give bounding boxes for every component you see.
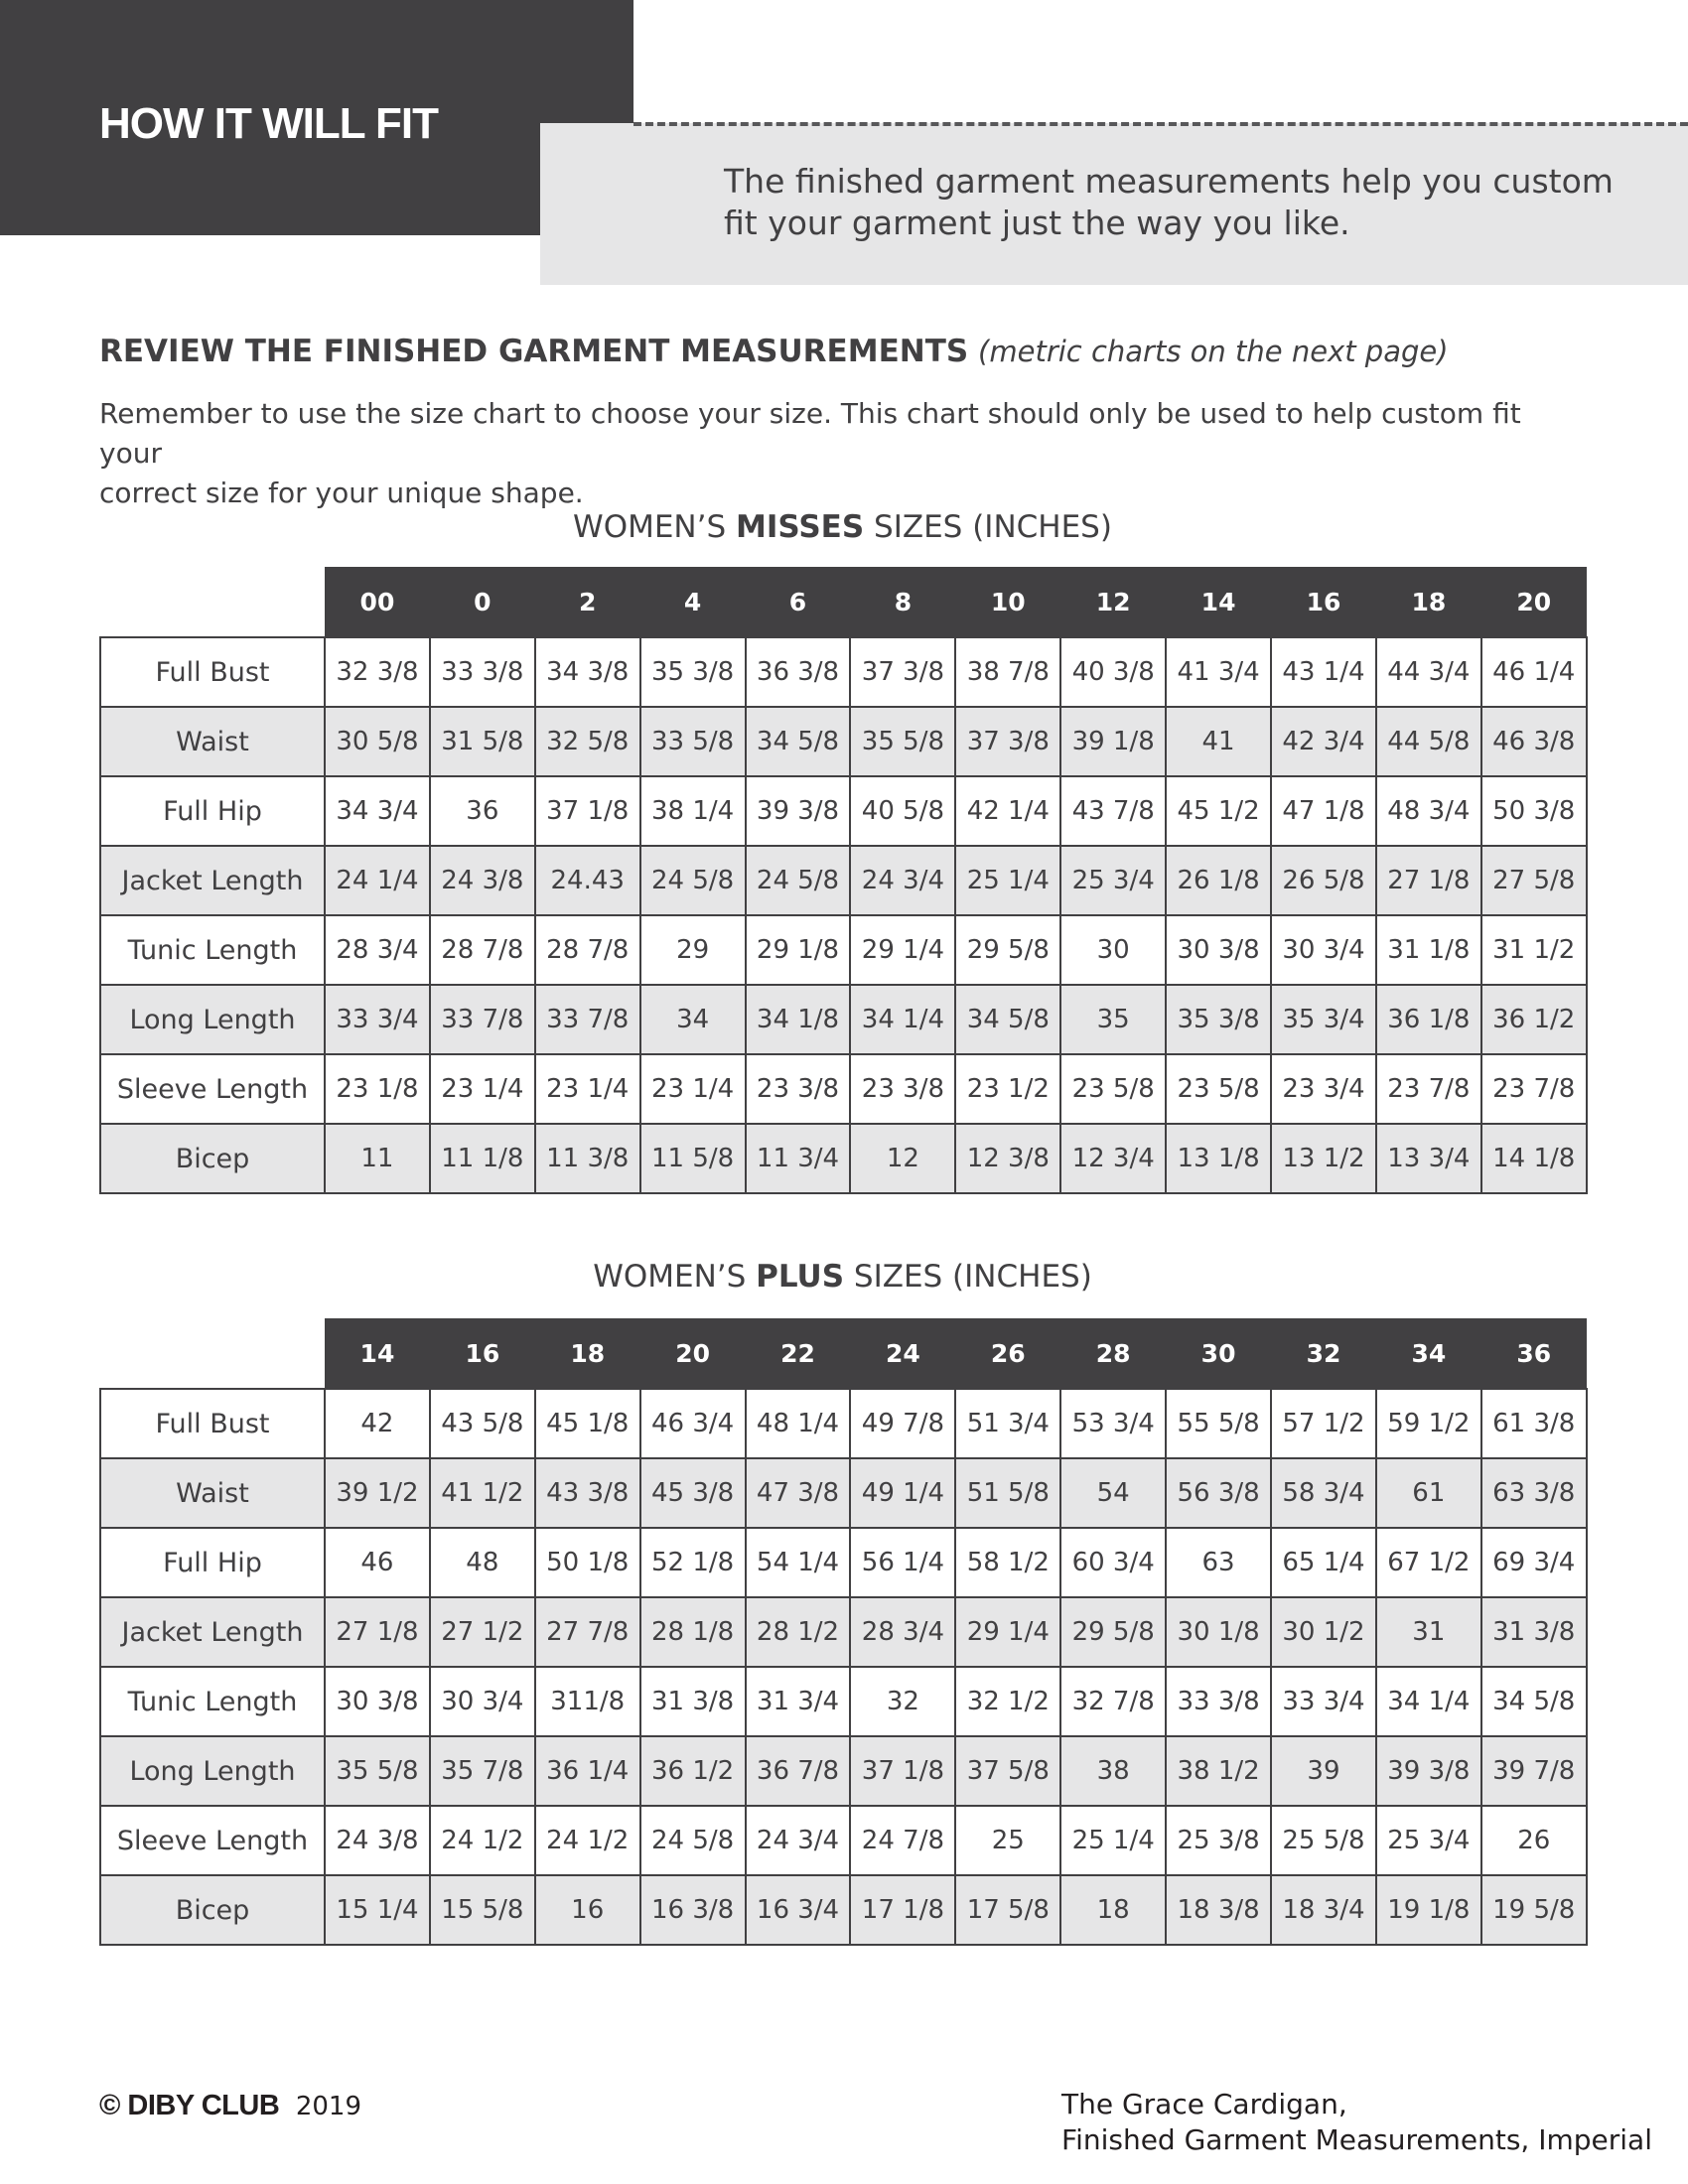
measurement-value: 36 1/2 [640, 1736, 746, 1806]
size-header: 34 [1376, 1318, 1481, 1389]
measurement-value: 23 7/8 [1481, 1054, 1587, 1124]
measurement-value: 49 7/8 [850, 1389, 955, 1458]
measurement-value: 23 3/4 [1271, 1054, 1376, 1124]
measurement-value: 27 1/2 [430, 1597, 535, 1667]
measurement-value: 31 3/8 [640, 1667, 746, 1736]
table-row [100, 1124, 1587, 1193]
misses-header-row [100, 567, 1587, 637]
section-heading [99, 334, 1449, 369]
measurement-value: 30 3/4 [430, 1667, 535, 1736]
measurement-value: 53 3/4 [1060, 1389, 1166, 1458]
measurement-value: 36 [430, 776, 535, 846]
measurement-value: 34 1/4 [850, 985, 955, 1054]
measurement-value: 36 1/4 [535, 1736, 640, 1806]
measurement-value: 57 1/2 [1271, 1389, 1376, 1458]
measurement-value: 23 1/8 [325, 1054, 430, 1124]
measurement-value: 44 5/8 [1376, 707, 1481, 776]
measurement-value: 59 1/2 [1376, 1389, 1481, 1458]
measurement-value: 39 3/8 [746, 776, 851, 846]
measurement-value: 46 3/4 [640, 1389, 746, 1458]
intro-text [724, 161, 1618, 244]
size-header: 24 [850, 1318, 955, 1389]
measurement-label: Long Length [100, 985, 325, 1054]
measurement-value: 24 5/8 [640, 1806, 746, 1875]
measurement-label: Sleeve Length [100, 1806, 325, 1875]
measurement-value: 35 [1060, 985, 1166, 1054]
measurement-value: 36 3/8 [746, 637, 851, 707]
table-row [100, 1528, 1587, 1597]
measurement-value: 25 [955, 1806, 1060, 1875]
measurement-value: 16 3/4 [746, 1875, 851, 1945]
measurement-value: 54 [1060, 1458, 1166, 1528]
measurement-value: 25 1/4 [955, 846, 1060, 915]
measurement-value: 29 5/8 [955, 915, 1060, 985]
measurement-value: 56 3/8 [1166, 1458, 1271, 1528]
misses-table-title [99, 509, 1586, 545]
measurement-value: 12 [850, 1124, 955, 1193]
measurement-label: Long Length [100, 1736, 325, 1806]
measurement-value: 35 5/8 [325, 1736, 430, 1806]
size-header: 36 [1481, 1318, 1587, 1389]
measurement-value: 11 3/8 [535, 1124, 640, 1193]
measurement-value: 24 3/8 [430, 846, 535, 915]
measurement-value: 36 1/8 [1376, 985, 1481, 1054]
measurement-value: 24 3/4 [746, 1806, 851, 1875]
measurement-value: 27 1/8 [325, 1597, 430, 1667]
measurement-value: 27 7/8 [535, 1597, 640, 1667]
measurement-label: Jacket Length [100, 1597, 325, 1667]
section-heading-note: (metric charts on the next page) [978, 335, 1449, 368]
measurement-value: 63 3/8 [1481, 1458, 1587, 1528]
measurement-value: 30 5/8 [325, 707, 430, 776]
header-block [0, 0, 633, 235]
size-header: 12 [1060, 567, 1166, 637]
brand-logo: © DIBY CLUB [99, 2090, 280, 2121]
measurement-value: 33 7/8 [430, 985, 535, 1054]
measurement-label: Sleeve Length [100, 1054, 325, 1124]
measurement-value: 33 3/4 [325, 985, 430, 1054]
measurement-value: 34 1/4 [1376, 1667, 1481, 1736]
measurement-value: 26 [1481, 1806, 1587, 1875]
plus-table-body [100, 1389, 1587, 1945]
measurement-value: 42 1/4 [955, 776, 1060, 846]
measurement-value: 16 3/8 [640, 1875, 746, 1945]
measurement-value: 48 1/4 [746, 1389, 851, 1458]
measurement-value: 33 5/8 [640, 707, 746, 776]
measurement-value: 50 1/8 [535, 1528, 640, 1597]
measurement-value: 30 1/8 [1166, 1597, 1271, 1667]
measurement-value: 34 5/8 [955, 985, 1060, 1054]
table-row [100, 1389, 1587, 1458]
measurement-label: Full Bust [100, 637, 325, 707]
measurement-value: 43 5/8 [430, 1389, 535, 1458]
measurement-label: Tunic Length [100, 1667, 325, 1736]
misses-title-prefix: WOMEN’S [573, 509, 737, 545]
measurement-label: Waist [100, 1458, 325, 1528]
document-label: Finished Garment Measurements, Imperial [1061, 2123, 1652, 2156]
measurement-value: 11 5/8 [640, 1124, 746, 1193]
instructions-line-1: Remember to use the size chart to choose your size. This chart should only be used to help custom fit your [99, 397, 1521, 470]
measurement-value: 31 3/4 [746, 1667, 851, 1736]
page-title: HOW IT WILL FIT [99, 99, 438, 148]
table-row [100, 1875, 1587, 1945]
measurement-value: 29 1/4 [850, 915, 955, 985]
measurement-value: 69 3/4 [1481, 1528, 1587, 1597]
measurement-value: 30 3/8 [1166, 915, 1271, 985]
measurement-value: 43 7/8 [1060, 776, 1166, 846]
measurement-value: 33 3/8 [1166, 1667, 1271, 1736]
measurement-value: 67 1/2 [1376, 1528, 1481, 1597]
measurement-value: 54 1/4 [746, 1528, 851, 1597]
measurement-value: 29 [640, 915, 746, 985]
measurement-value: 31 [1376, 1597, 1481, 1667]
plus-title-bold: PLUS [756, 1259, 845, 1295]
measurement-value: 25 3/8 [1166, 1806, 1271, 1875]
measurement-value: 35 7/8 [430, 1736, 535, 1806]
measurement-value: 11 1/8 [430, 1124, 535, 1193]
table-row [100, 1597, 1587, 1667]
measurement-value: 37 1/8 [535, 776, 640, 846]
measurement-value: 32 [850, 1667, 955, 1736]
measurement-value: 33 3/8 [430, 637, 535, 707]
size-header: 20 [640, 1318, 746, 1389]
measurement-value: 28 1/8 [640, 1597, 746, 1667]
measurement-value: 37 1/8 [850, 1736, 955, 1806]
measurement-value: 34 3/4 [325, 776, 430, 846]
measurement-value: 24 1/4 [325, 846, 430, 915]
measurement-value: 52 1/8 [640, 1528, 746, 1597]
measurement-value: 39 [1271, 1736, 1376, 1806]
measurement-value: 39 3/8 [1376, 1736, 1481, 1806]
measurement-value: 17 5/8 [955, 1875, 1060, 1945]
measurement-value: 34 5/8 [746, 707, 851, 776]
measurement-value: 24.43 [535, 846, 640, 915]
section-heading-bold: REVIEW THE FINISHED GARMENT MEASUREMENTS [99, 334, 969, 369]
measurement-value: 47 1/8 [1271, 776, 1376, 846]
measurement-label: Full Hip [100, 776, 325, 846]
measurement-value: 24 1/2 [535, 1806, 640, 1875]
measurement-value: 23 1/4 [430, 1054, 535, 1124]
measurement-value: 40 3/8 [1060, 637, 1166, 707]
measurement-value: 35 5/8 [850, 707, 955, 776]
size-header: 18 [535, 1318, 640, 1389]
table-row [100, 1458, 1587, 1528]
measurement-value: 41 [1166, 707, 1271, 776]
measurement-value: 30 3/8 [325, 1667, 430, 1736]
measurement-value: 38 [1060, 1736, 1166, 1806]
table-row [100, 1736, 1587, 1806]
measurement-value: 18 [1060, 1875, 1166, 1945]
size-header: 14 [325, 1318, 430, 1389]
measurement-value: 34 1/8 [746, 985, 851, 1054]
measurement-value: 46 3/8 [1481, 707, 1587, 776]
measurement-value: 49 1/4 [850, 1458, 955, 1528]
measurement-value: 36 7/8 [746, 1736, 851, 1806]
measurement-value: 46 1/4 [1481, 637, 1587, 707]
measurement-value: 39 7/8 [1481, 1736, 1587, 1806]
measurement-value: 31 1/8 [1376, 915, 1481, 985]
size-header: 6 [746, 567, 851, 637]
size-header: 20 [1481, 567, 1587, 637]
measurement-value: 26 1/8 [1166, 846, 1271, 915]
table-row [100, 776, 1587, 846]
measurement-value: 55 5/8 [1166, 1389, 1271, 1458]
measurement-value: 27 5/8 [1481, 846, 1587, 915]
measurement-value: 45 1/8 [535, 1389, 640, 1458]
size-header: 26 [955, 1318, 1060, 1389]
measurement-value: 50 3/8 [1481, 776, 1587, 846]
table-row [100, 707, 1587, 776]
measurement-value: 65 1/4 [1271, 1528, 1376, 1597]
measurement-value: 29 1/8 [746, 915, 851, 985]
table-corner [100, 1318, 325, 1389]
measurement-value: 35 3/4 [1271, 985, 1376, 1054]
instructions-text [99, 394, 1589, 513]
measurement-value: 15 5/8 [430, 1875, 535, 1945]
measurement-value: 48 3/4 [1376, 776, 1481, 846]
table-row [100, 1667, 1587, 1736]
size-header: 8 [850, 567, 955, 637]
size-header: 14 [1166, 567, 1271, 637]
measurement-label: Bicep [100, 1875, 325, 1945]
size-header: 16 [1271, 567, 1376, 637]
measurement-value: 30 3/4 [1271, 915, 1376, 985]
size-header: 28 [1060, 1318, 1166, 1389]
measurement-value: 25 5/8 [1271, 1806, 1376, 1875]
table-corner [100, 567, 325, 637]
measurement-value: 51 5/8 [955, 1458, 1060, 1528]
measurement-value: 311/8 [535, 1667, 640, 1736]
measurement-value: 28 7/8 [430, 915, 535, 985]
size-header: 2 [535, 567, 640, 637]
measurement-value: 38 1/4 [640, 776, 746, 846]
measurement-value: 23 1/2 [955, 1054, 1060, 1124]
measurement-label: Full Bust [100, 1389, 325, 1458]
measurement-value: 39 1/8 [1060, 707, 1166, 776]
size-header: 0 [430, 567, 535, 637]
copyright [99, 2090, 361, 2122]
measurement-value: 12 3/8 [955, 1124, 1060, 1193]
measurement-value: 24 3/4 [850, 846, 955, 915]
measurement-value: 23 7/8 [1376, 1054, 1481, 1124]
measurement-value: 45 3/8 [640, 1458, 746, 1528]
measurement-value: 13 1/8 [1166, 1124, 1271, 1193]
measurement-value: 33 3/4 [1271, 1667, 1376, 1736]
table-row [100, 637, 1587, 707]
size-header: 30 [1166, 1318, 1271, 1389]
measurement-value: 23 5/8 [1060, 1054, 1166, 1124]
measurement-value: 41 3/4 [1166, 637, 1271, 707]
measurement-value: 31 5/8 [430, 707, 535, 776]
measurement-value: 30 [1060, 915, 1166, 985]
measurement-value: 24 5/8 [746, 846, 851, 915]
measurement-value: 23 5/8 [1166, 1054, 1271, 1124]
measurement-label: Waist [100, 707, 325, 776]
measurement-value: 16 [535, 1875, 640, 1945]
size-header: 10 [955, 567, 1060, 637]
measurement-value: 32 3/8 [325, 637, 430, 707]
table-row [100, 1806, 1587, 1875]
measurement-value: 29 5/8 [1060, 1597, 1166, 1667]
measurement-value: 29 1/4 [955, 1597, 1060, 1667]
measurement-value: 13 1/2 [1271, 1124, 1376, 1193]
measurement-value: 37 3/8 [850, 637, 955, 707]
measurement-value: 35 3/8 [640, 637, 746, 707]
measurement-value: 24 7/8 [850, 1806, 955, 1875]
copyright-year: 2019 [295, 2092, 361, 2121]
measurement-value: 47 3/8 [746, 1458, 851, 1528]
measurement-value: 38 7/8 [955, 637, 1060, 707]
measurement-value: 17 1/8 [850, 1875, 955, 1945]
measurement-value: 28 1/2 [746, 1597, 851, 1667]
measurement-value: 18 3/4 [1271, 1875, 1376, 1945]
measurement-value: 41 1/2 [430, 1458, 535, 1528]
misses-title-suffix: SIZES (INCHES) [864, 509, 1112, 545]
measurement-value: 15 1/4 [325, 1875, 430, 1945]
measurement-value: 24 3/8 [325, 1806, 430, 1875]
measurement-label: Tunic Length [100, 915, 325, 985]
measurement-value: 60 3/4 [1060, 1528, 1166, 1597]
measurement-value: 25 1/4 [1060, 1806, 1166, 1875]
measurement-value: 61 [1376, 1458, 1481, 1528]
measurement-value: 28 3/4 [325, 915, 430, 985]
intro-line-2: fit your garment just the way you like. [724, 204, 1350, 242]
measurement-value: 58 3/4 [1271, 1458, 1376, 1528]
measurement-value: 31 3/8 [1481, 1597, 1587, 1667]
measurement-value: 28 7/8 [535, 915, 640, 985]
plus-title-suffix: SIZES (INCHES) [844, 1259, 1092, 1295]
measurement-value: 11 3/4 [746, 1124, 851, 1193]
misses-table-body [100, 637, 1587, 1193]
measurement-value: 33 7/8 [535, 985, 640, 1054]
size-header: 22 [746, 1318, 851, 1389]
measurement-value: 23 3/8 [746, 1054, 851, 1124]
measurement-value: 26 5/8 [1271, 846, 1376, 915]
measurement-value: 34 [640, 985, 746, 1054]
size-header: 32 [1271, 1318, 1376, 1389]
measurement-value: 42 [325, 1389, 430, 1458]
measurement-value: 13 3/4 [1376, 1124, 1481, 1193]
measurement-value: 23 3/8 [850, 1054, 955, 1124]
measurement-value: 32 1/2 [955, 1667, 1060, 1736]
measurement-value: 63 [1166, 1528, 1271, 1597]
measurement-value: 31 1/2 [1481, 915, 1587, 985]
plus-size-table [99, 1318, 1588, 1946]
measurement-value: 34 5/8 [1481, 1667, 1587, 1736]
measurement-value: 18 3/8 [1166, 1875, 1271, 1945]
measurement-value: 42 3/4 [1271, 707, 1376, 776]
measurement-value: 40 5/8 [850, 776, 955, 846]
measurement-value: 43 1/4 [1271, 637, 1376, 707]
measurement-value: 35 3/8 [1166, 985, 1271, 1054]
measurement-value: 23 1/4 [640, 1054, 746, 1124]
measurement-value: 24 5/8 [640, 846, 746, 915]
table-row [100, 915, 1587, 985]
measurement-value: 23 1/4 [535, 1054, 640, 1124]
measurement-value: 38 1/2 [1166, 1736, 1271, 1806]
plus-title-prefix: WOMEN’S [593, 1259, 757, 1295]
measurement-value: 27 1/8 [1376, 846, 1481, 915]
pattern-name: The Grace Cardigan, [1061, 2088, 1347, 2120]
measurement-value: 39 1/2 [325, 1458, 430, 1528]
intro-line-1: The finished garment measurements help you custom [724, 162, 1614, 201]
measurement-label: Bicep [100, 1124, 325, 1193]
measurement-value: 14 1/8 [1481, 1124, 1587, 1193]
measurement-value: 37 5/8 [955, 1736, 1060, 1806]
measurement-value: 44 3/4 [1376, 637, 1481, 707]
measurement-label: Jacket Length [100, 846, 325, 915]
measurement-value: 19 5/8 [1481, 1875, 1587, 1945]
measurement-value: 37 3/8 [955, 707, 1060, 776]
measurement-value: 34 3/8 [535, 637, 640, 707]
measurement-value: 32 5/8 [535, 707, 640, 776]
measurement-value: 32 7/8 [1060, 1667, 1166, 1736]
measurement-value: 25 3/4 [1376, 1806, 1481, 1875]
table-row [100, 846, 1587, 915]
measurement-value: 24 1/2 [430, 1806, 535, 1875]
plus-table-title [99, 1259, 1586, 1295]
instructions-line-2: correct size for your unique shape. [99, 477, 584, 509]
measurement-value: 36 1/2 [1481, 985, 1587, 1054]
size-header: 16 [430, 1318, 535, 1389]
table-row [100, 1054, 1587, 1124]
footer-caption [1061, 2087, 1652, 2158]
misses-title-bold: MISSES [736, 509, 865, 545]
measurement-value: 12 3/4 [1060, 1124, 1166, 1193]
measurement-value: 46 [325, 1528, 430, 1597]
measurement-value: 43 3/8 [535, 1458, 640, 1528]
measurement-value: 28 3/4 [850, 1597, 955, 1667]
measurement-value: 61 3/8 [1481, 1389, 1587, 1458]
plus-header-row [100, 1318, 1587, 1389]
measurement-label: Full Hip [100, 1528, 325, 1597]
measurement-value: 48 [430, 1528, 535, 1597]
measurement-value: 56 1/4 [850, 1528, 955, 1597]
measurement-value: 51 3/4 [955, 1389, 1060, 1458]
size-header: 4 [640, 567, 746, 637]
measurement-value: 25 3/4 [1060, 846, 1166, 915]
measurement-value: 45 1/2 [1166, 776, 1271, 846]
measurement-value: 11 [325, 1124, 430, 1193]
size-header: 00 [325, 567, 430, 637]
dashed-divider [633, 122, 1688, 126]
measurement-value: 19 1/8 [1376, 1875, 1481, 1945]
measurement-value: 30 1/2 [1271, 1597, 1376, 1667]
table-row [100, 985, 1587, 1054]
measurement-value: 58 1/2 [955, 1528, 1060, 1597]
misses-size-table [99, 567, 1588, 1194]
size-header: 18 [1376, 567, 1481, 637]
